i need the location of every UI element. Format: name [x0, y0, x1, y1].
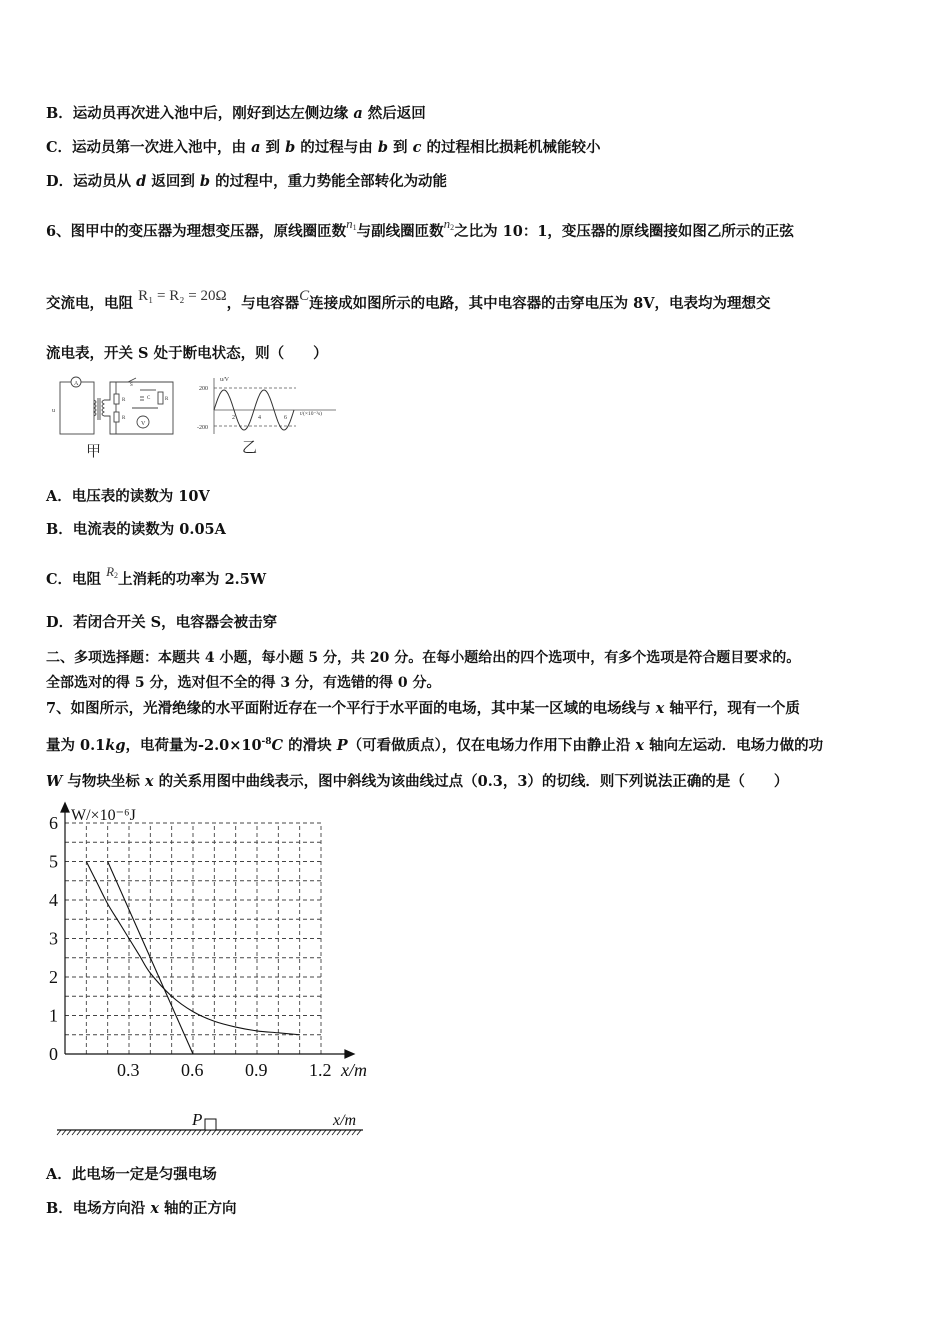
ground-hatch — [317, 1130, 321, 1135]
block-p — [205, 1119, 216, 1130]
q7-stem-line2: 量为 0.1kg，电荷量为$-2.0\times 10^{-8}C$ 的滑块 P（可看做质点），仅在电场力作用下由静止沿 x 轴向左运动．电场力做的功 — [46, 737, 824, 754]
x-tick-label: 0.9 — [245, 1060, 268, 1080]
ground-hatch — [287, 1130, 291, 1135]
svg-text:A: A — [74, 381, 79, 387]
ground-hatch — [97, 1130, 101, 1135]
ground-hatch — [272, 1130, 276, 1135]
ground-hatch — [232, 1130, 236, 1135]
ground-hatch — [157, 1130, 161, 1135]
ground-hatch — [292, 1130, 296, 1135]
wave-t3: 6 — [284, 415, 287, 421]
ground-hatch — [82, 1130, 86, 1135]
x-axis-label: x/m — [341, 1060, 367, 1080]
q7-option-b: B．电场方向沿 x 轴的正方向 — [46, 1200, 237, 1217]
ground-xlabel: x/m — [333, 1112, 357, 1129]
ground-hatch — [162, 1130, 166, 1135]
q7-stem-line1: 7、如图所示，光滑绝缘的水平面附近存在一个平行于水平面的电场，其中某一区域的电场线与 x 轴平行，现有一个质 — [46, 700, 800, 717]
ground-hatch — [277, 1130, 281, 1135]
wave-t1: 2 — [232, 415, 235, 421]
ground-hatch — [222, 1130, 226, 1135]
ground-hatch — [112, 1130, 116, 1135]
svg-text:u: u — [52, 408, 55, 414]
y-tick-label: 6 — [49, 813, 58, 833]
ground-hatch — [72, 1130, 76, 1135]
ground-hatch — [337, 1130, 341, 1135]
ground-hatch — [307, 1130, 311, 1135]
ground-hatch — [342, 1130, 346, 1135]
svg-text:C: C — [147, 396, 151, 401]
ground-hatch — [172, 1130, 176, 1135]
ground-hatch — [167, 1130, 171, 1135]
ground-hatch — [102, 1130, 106, 1135]
section-heading-line2: 全部选对的得 5 分，选对但不全的得 3 分，有选错的得 0 分。 — [46, 675, 441, 691]
resistance-equation: R₁ = R₂ = 20Ω — [138, 288, 227, 304]
wave-ybot: -200 — [197, 425, 208, 431]
wave-ytop: 200 — [199, 386, 208, 392]
svg-text:R: R — [122, 416, 126, 421]
ground-hatch — [122, 1130, 126, 1135]
q6-stem-line2: 交流电，电阻 R₁ = R₂ = 20Ω，与电容器C连接成如图所示的电路，其中电容器的击穿电压为 8V，电表均为理想交 — [46, 288, 771, 312]
y-tick-label: 4 — [49, 890, 58, 910]
section-heading-line1: 二、多项选择题：本题共 4 小题，每小题 5 分，共 20 分。在每小题给出的四个选项中，有多个选项是符合题目要求的。 — [46, 650, 801, 666]
q6-option-c: C．电阻 $R_2$上消耗的功率为 2.5W — [46, 564, 267, 588]
figure-label-jia: 甲 — [86, 442, 102, 460]
ground-hatch — [257, 1130, 261, 1135]
x-tick-label: 1.2 — [309, 1060, 332, 1080]
ground-hatch — [152, 1130, 156, 1135]
ground-hatch — [297, 1130, 301, 1135]
q5-option-c: C．运动员第一次进入池中，由 a 到 b 的过程与由 b 到 c 的过程相比损耗机械能较小 — [46, 139, 601, 156]
q5-option-d: D．运动员从 d 返回到 b 的过程中，重力势能全部转化为动能 — [46, 173, 448, 190]
block-p-label: P — [192, 1110, 203, 1129]
ground-hatch — [282, 1130, 286, 1135]
svg-text:S: S — [130, 383, 133, 388]
q5-option-b: B．运动员再次进入池中后，刚好到达左侧边缘 a 然后返回 — [46, 105, 426, 122]
q6-option-d: D．若闭合开关 S，电容器会被击穿 — [46, 614, 278, 631]
y-tick-label: 3 — [49, 928, 58, 949]
x-tick-label: 0.3 — [117, 1060, 140, 1080]
ground-hatch — [137, 1130, 141, 1135]
wave-xlabel: t/(×10⁻²s) — [300, 411, 323, 417]
ground-hatch — [87, 1130, 91, 1135]
ground-hatch — [92, 1130, 96, 1135]
ground-hatch — [262, 1130, 266, 1135]
ground-hatch — [327, 1130, 331, 1135]
ground-hatch — [267, 1130, 271, 1135]
ground-hatch — [332, 1130, 336, 1135]
ground-hatch — [77, 1130, 81, 1135]
ground-hatch — [227, 1130, 231, 1135]
ground-hatch — [357, 1130, 361, 1135]
ground-hatch — [177, 1130, 181, 1135]
ground-hatch — [212, 1130, 216, 1135]
ground-hatch — [217, 1130, 221, 1135]
q7-stem-line3: W 与物块坐标 x 的关系用图中曲线表示，图中斜线为该曲线过点（0.3，3）的切线．则下列说法正确的是（ ） — [46, 773, 789, 790]
y-axis-arrow — [61, 803, 69, 812]
wave-t2: 4 — [258, 415, 261, 421]
ground-hatch — [107, 1130, 111, 1135]
ground-hatch — [127, 1130, 131, 1135]
ground-hatch — [352, 1130, 356, 1135]
ground-hatch — [132, 1130, 136, 1135]
ground-hatch — [312, 1130, 316, 1135]
ground-hatch — [142, 1130, 146, 1135]
ground-hatch — [302, 1130, 306, 1135]
q6-stem-line3: 流电表，开关 S 处于断电状态，则（ ） — [46, 345, 328, 362]
ground-hatch — [322, 1130, 326, 1135]
y-tick-label: 1 — [49, 1005, 58, 1026]
ground-hatch — [62, 1130, 66, 1135]
ground-hatch — [207, 1130, 211, 1135]
ground-hatch — [67, 1130, 71, 1135]
ground-hatch — [147, 1130, 151, 1135]
ground-hatch — [57, 1130, 61, 1135]
ground-hatch — [187, 1130, 191, 1135]
ground-hatch — [237, 1130, 241, 1135]
svg-text:R: R — [122, 398, 126, 403]
waveform-graph — [196, 374, 344, 436]
ground-hatch — [202, 1130, 206, 1135]
ground-hatch — [117, 1130, 121, 1135]
y-tick-label: 0 — [49, 1044, 58, 1064]
q6-option-b: B．电流表的读数为 0.05A — [46, 521, 226, 538]
ground-diagram — [55, 1105, 370, 1137]
ground-hatch — [192, 1130, 196, 1135]
figure-label-yi: 乙 — [242, 438, 258, 456]
x-tick-label: 0.6 — [181, 1060, 204, 1080]
ground-hatch — [252, 1130, 256, 1135]
y-tick-label: 2 — [49, 967, 58, 987]
y-axis-label: W/×10⁻⁶J — [71, 807, 136, 824]
q6-stem-line1: 6、图甲中的变压器为理想变压器，原线圈匝数$n_1$与副线圈匝数$n_2$之比为 10：1，变压器的原线圈接如图乙所示的正弦 — [46, 216, 794, 240]
x-axis-arrow — [345, 1050, 354, 1058]
ground-hatch — [242, 1130, 246, 1135]
circuit-diagram — [48, 372, 188, 442]
svg-text:R: R — [165, 397, 169, 402]
svg-text:V: V — [141, 421, 146, 427]
ground-hatch — [247, 1130, 251, 1135]
ground-hatch — [182, 1130, 186, 1135]
y-tick-label: 5 — [49, 851, 58, 872]
ground-hatch — [347, 1130, 351, 1135]
ground-hatch — [197, 1130, 201, 1135]
q6-option-a: A．电压表的读数为 10V — [46, 488, 210, 505]
wave-ylabel: u/V — [220, 377, 229, 383]
work-position-chart — [40, 800, 370, 1080]
q7-option-a: A．此电场一定是匀强电场 — [46, 1166, 217, 1183]
